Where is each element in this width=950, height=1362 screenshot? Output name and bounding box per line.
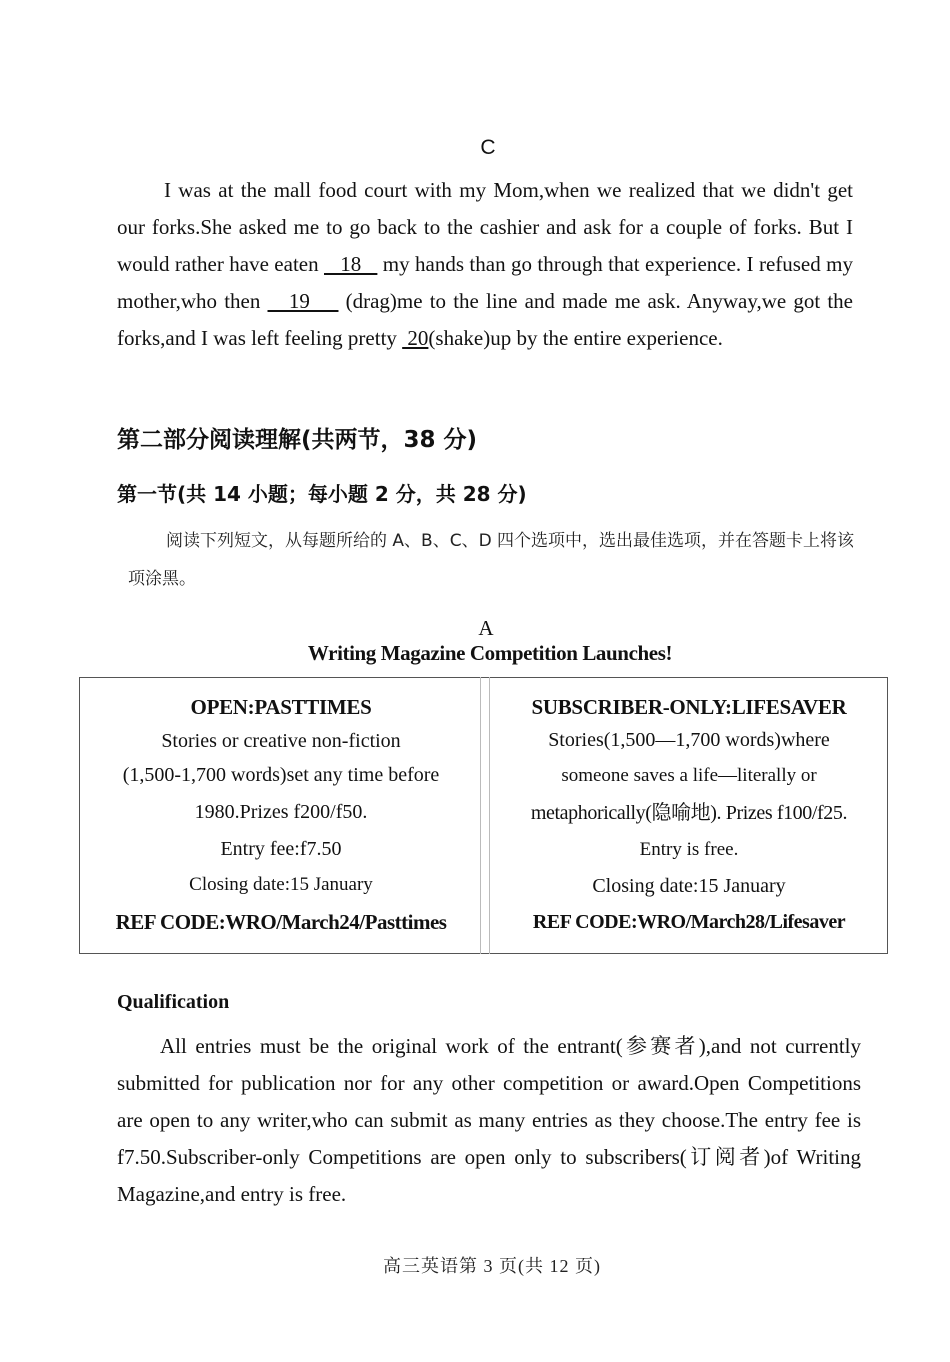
competition-open-column — [82, 690, 480, 940]
part-two-heading: 第二部分阅读理解(共两节，38 分) — [117, 427, 478, 453]
subscriber-line-2: someone saves a life—literally or — [561, 765, 817, 786]
open-ref-code: REF CODE:WRO/March24/Pasttimes — [115, 910, 447, 934]
section-letter-c: C — [480, 136, 496, 159]
qualification-heading: Qualification — [117, 991, 230, 1013]
passage-c-text-2: my hands than go through that experience. I refused my mother,who then — [117, 252, 853, 313]
open-line-3: 1980.Prizes f200/f50. — [194, 801, 368, 823]
page-footer: 高三英语第 3 页(共 12 页) — [383, 1256, 601, 1276]
passage-c — [117, 172, 853, 357]
instruction-body: 阅读下列短文，从每题所给的 A、B、C、D 四个选项中，选出最佳选项，并在答题卡上将该项涂黑。 — [128, 531, 855, 589]
qualification-body: All entries must be the original work of the entrant(参赛者),and not currently submitted for publication nor for any other competition or award.Open Competitions are open to any writer,who can submit as many entries as they choose.The entry fee is f7.50.Subscriber-only Competitions are open only to subscribers(订阅者)of Writing Magazine,and entry is free. — [117, 1034, 861, 1206]
blank-20: 20 — [402, 326, 429, 350]
open-closing-date: Closing date:15 January — [189, 874, 373, 895]
subscriber-closing-date: Closing date:15 January — [592, 875, 786, 897]
column-divider — [489, 677, 490, 954]
instruction-text — [128, 522, 868, 598]
section-one-heading: 第一节(共 14 小题；每小题 2 分，共 28 分) — [117, 482, 527, 506]
open-line-2: (1,500-1,700 words)set any time before — [122, 764, 440, 786]
qualification-text — [117, 1028, 861, 1213]
subscriber-line-1: Stories(1,500—1,700 words)where — [548, 729, 830, 751]
passage-c-text-1: I was at the mall food court with my Mom,when we realized that we didn't get our forks.She asked me to go back to the cashier and ask for a couple of forks. But I would rather have eaten — [117, 178, 853, 276]
ad-title: Writing Magazine Competition Launches! — [307, 641, 673, 665]
column-divider — [480, 677, 481, 954]
subscriber-ref-code: REF CODE:WRO/March28/Lifesaver — [532, 911, 846, 933]
subscriber-line-3: metaphorically(隐喻地). Prizes f100/f25. — [530, 802, 848, 824]
open-line-1: Stories or creative non-fiction — [161, 730, 401, 752]
passage-letter-a: A — [478, 616, 494, 640]
open-heading: OPEN:PASTTIMES — [190, 695, 372, 719]
subscriber-entry-fee: Entry is free. — [639, 839, 739, 860]
passage-c-text-4: (shake)up by the entire experience. — [428, 326, 723, 350]
open-entry-fee: Entry fee:f7.50 — [220, 838, 342, 860]
passage-c-text-3: (drag)me to the line and made me ask. Anyway,we got the forks,and I was left feeling pretty — [117, 289, 853, 350]
subscriber-heading: SUBSCRIBER-ONLY:LIFESAVER — [531, 695, 847, 719]
blank-19: 19 — [267, 289, 339, 313]
blank-18: 18 — [324, 252, 378, 276]
competition-subscriber-column — [491, 690, 887, 942]
